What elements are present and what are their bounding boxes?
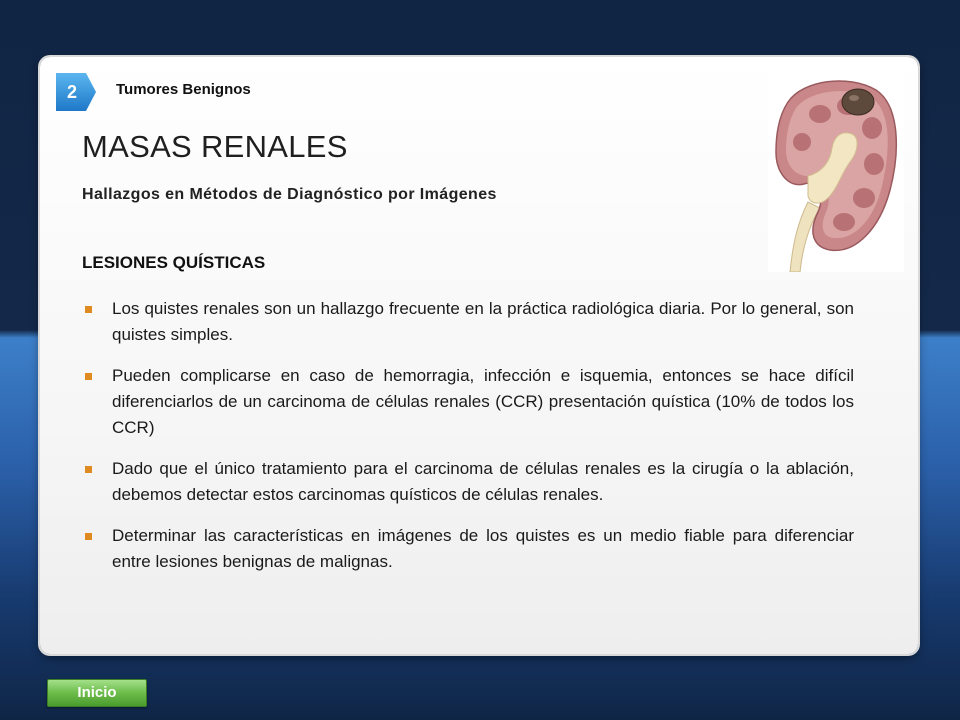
home-button[interactable]: Inicio: [47, 679, 147, 707]
bullet-text: Los quistes renales son un hallazgo frecuente en la práctica radiológica diaria. Por lo general, son quistes simples.: [112, 299, 854, 344]
section-title: Tumores Benignos: [116, 81, 251, 98]
page-title: MASAS RENALES: [82, 129, 348, 164]
bullet-icon: [85, 533, 92, 540]
list-item: [82, 456, 854, 508]
bullet-text: Pueden complicarse en caso de hemorragia, infección e isquemia, entonces se hace difícil diferenciarlos de un carcinoma de células renales (CCR) presentación quística (10% de todos los CCR): [112, 366, 854, 437]
page-subtitle: Hallazgos en Métodos de Diagnóstico por Imágenes: [82, 186, 497, 203]
bullet-icon: [85, 373, 92, 380]
bullet-list: [82, 296, 854, 590]
list-item: [82, 363, 854, 441]
bullet-text: Dado que el único tratamiento para el carcinoma de células renales es la cirugía o la ablación, debemos detectar estos carcinomas quísticos de células renales.: [112, 459, 854, 504]
bullet-icon: [85, 466, 92, 473]
bullet-text: Determinar las características en imágenes de los quistes es un medio fiable para diferenciar entre lesiones benignas de malignas.: [112, 526, 854, 571]
section-heading: LESIONES QUÍSTICAS: [82, 253, 266, 272]
list-item: [82, 296, 854, 348]
slide-number: 2: [66, 82, 77, 102]
bullet-icon: [85, 306, 92, 313]
list-item: [82, 523, 854, 575]
kidney-illustration: [768, 72, 904, 272]
